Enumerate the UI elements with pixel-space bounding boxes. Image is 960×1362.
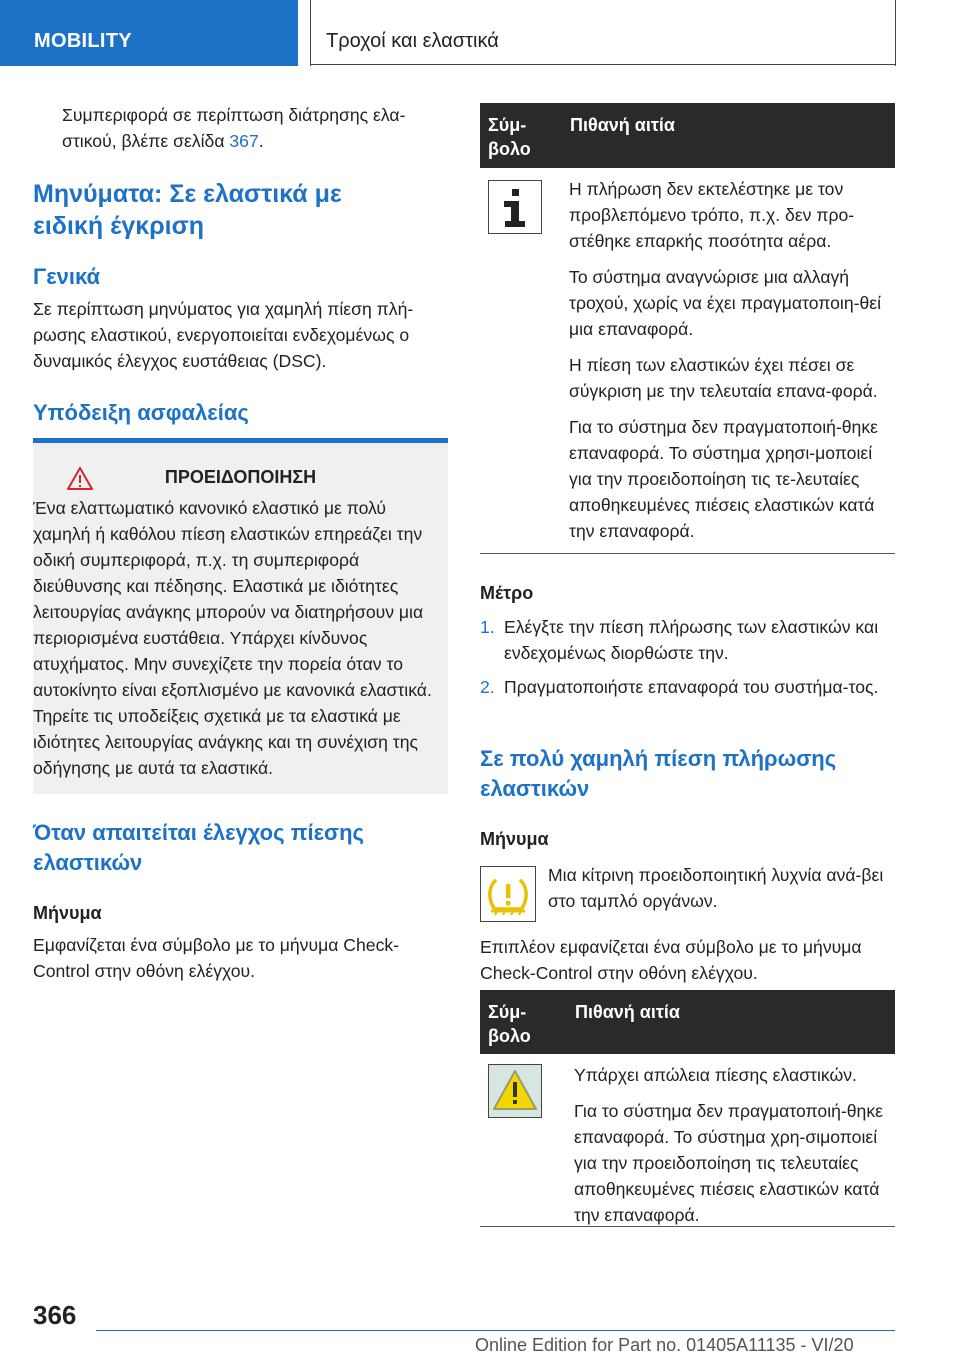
very-low-pressure-heading: Σε πολύ χαμηλή πίεση πλήρωσης ελαστικών — [480, 746, 837, 801]
cause-item: Το σύστημα αναγνώρισε μια αλλαγή τροχού, χωρίς να έχει πραγματοποιη-θεί μια επαναφορά. — [569, 267, 881, 339]
col-symbol-header: Σύμ-βολο — [488, 1002, 531, 1046]
info-icon — [488, 180, 542, 234]
cause-item: Για το σύστημα δεν πραγματοποιή-θηκε επαναφορά. Το σύστημα χρη-σιμοποιεί για την προειδοποίηση τις τελευταίες αποθηκευμένες πιέσεις ελαστικών κατά την επαναφορά. — [574, 1101, 883, 1225]
header-divider-right — [895, 0, 896, 66]
list-item — [480, 674, 895, 700]
cause-item: Η πλήρωση δεν εκτελέστηκε με τον προβλεπόμενο τρόπο, π.χ. δεν προ-στέθηκε επαρκής ποσότητα αέρα. — [569, 179, 855, 251]
message-text-left: Εμφανίζεται ένα σύμβολο με το μήνυμα Check-Control στην οθόνη ελέγχου. — [33, 935, 400, 981]
edition-text: Online Edition for Part no. 01405A11135 - VI/20 — [475, 1335, 854, 1355]
check-pressure-heading: Όταν απαιτείται έλεγχος πίεσης ελαστικών — [33, 820, 364, 875]
table-header — [480, 990, 895, 1054]
table-row — [480, 168, 895, 554]
warning-box — [33, 438, 448, 794]
intro-text — [62, 102, 442, 154]
message-heading-right: Μήνυμα — [480, 829, 549, 849]
intro-text-before: Συμπεριφορά σε περίπτωση διάτρησης ελα-στικού, βλέπε σελίδα — [62, 105, 406, 151]
table-row — [480, 1054, 895, 1227]
header-divider — [310, 0, 311, 66]
extra-text: Επιπλέον εμφανίζεται ένα σύμβολο με το μήνυμα Check-Control στην οθόνη ελέγχου. — [480, 937, 862, 983]
cause-list — [574, 1062, 889, 1238]
warning-title: ΠΡΟΕΙΔΟΠΟΙΗΣΗ — [164, 467, 317, 487]
list-number: 1. — [480, 617, 495, 637]
col-cause-header: Πιθανή αιτία — [570, 115, 675, 135]
general-heading: Γενικά — [33, 264, 101, 289]
measures-list — [480, 614, 895, 700]
warning-triangle-icon — [488, 1064, 542, 1118]
list-text: Πραγματοποιήστε επαναφορά του συστήμα-τος. — [504, 677, 879, 697]
col-symbol-header: Σύμ-βολο — [488, 115, 531, 159]
cause-item: Για το σύστημα δεν πραγματοποιή-θηκε επαναφορά. Το σύστημα χρησι-μοποιεί για την προειδοποίηση τις τε-λευταίες αποθηκευμένες πιέσεις ελαστικών κατά την επαναφορά. — [569, 417, 878, 541]
general-text: Σε περίπτωση μηνύματος για χαμηλή πίεση πλή-ρωσης ελαστικού, ενεργοποιείται ενδεχομένως ο δυναμικός έλεγχος ευστάθειας (DSC). — [33, 299, 414, 371]
page-header — [0, 0, 960, 66]
safety-heading: Υπόδειξη ασφαλείας — [33, 400, 249, 425]
cause-table-2 — [480, 990, 895, 1227]
section-tab: MOBILITY — [0, 0, 298, 66]
warning-text: Ένα ελαττωματικό κανονικό ελαστικό με πολύ χαμηλή ή καθόλου πίεση ελαστικών επηρεάζει την οδική συμπεριφορά, π.χ. τη συμπεριφορά διεύθυνσης και πέδησης. Ελαστικά με ιδιότητες λειτουργίας ανάγκης μπορούν να διατηρήσουν μια περιορισμένα ευστάθεια. Υπάρχει κίνδυνος ατυχήματος. Μην συνεχίζετε την πορεία όταν το αυτοκίνητο είναι εξοπλισμένο με κανονικά ελαστικά. Τηρείτε τις υποδείξεις σχετικά με τα ελαστικά με ιδιότητες λειτουργίας ανάγκης και τη συνέχιση της οδήγησης με αυτά τα ελαστικά. — [33, 498, 432, 778]
list-text: Ελέγξτε την πίεση πλήρωσης των ελαστικών και ενδεχομένως διορθώστε την. — [504, 617, 879, 663]
cause-item: Η πίεση των ελαστικών έχει πέσει σε σύγκριση με την τελευταία επανα-φορά. — [569, 355, 878, 401]
cause-list — [569, 176, 889, 554]
list-number: 2. — [480, 677, 495, 697]
main-heading: Μηνύματα: Σε ελαστικά με ειδική έγκριση — [33, 180, 342, 240]
measures-heading: Μέτρο — [480, 583, 534, 603]
message-heading-left: Μήνυμα — [33, 903, 102, 923]
intro-text-after: . — [258, 131, 264, 151]
list-item — [480, 614, 895, 666]
footer-rule — [96, 1330, 895, 1331]
page-number: 366 — [33, 1300, 77, 1330]
table-header — [480, 103, 895, 168]
cause-item: Υπάρχει απώλεια πίεσης ελαστικών. — [574, 1065, 857, 1085]
chapter-title: Τροχοί και ελαστικά — [326, 30, 499, 52]
col-cause-header: Πιθανή αιτία — [575, 1002, 680, 1022]
tire-pressure-warning-lamp-icon — [480, 866, 536, 922]
header-underline — [310, 64, 896, 65]
lamp-text: Μια κίτρινη προειδοποιητική λυχνία ανά-βει στο ταμπλό οργάνων. — [548, 865, 884, 911]
page-link[interactable]: 367 — [229, 131, 259, 151]
cause-table-1 — [480, 103, 895, 554]
